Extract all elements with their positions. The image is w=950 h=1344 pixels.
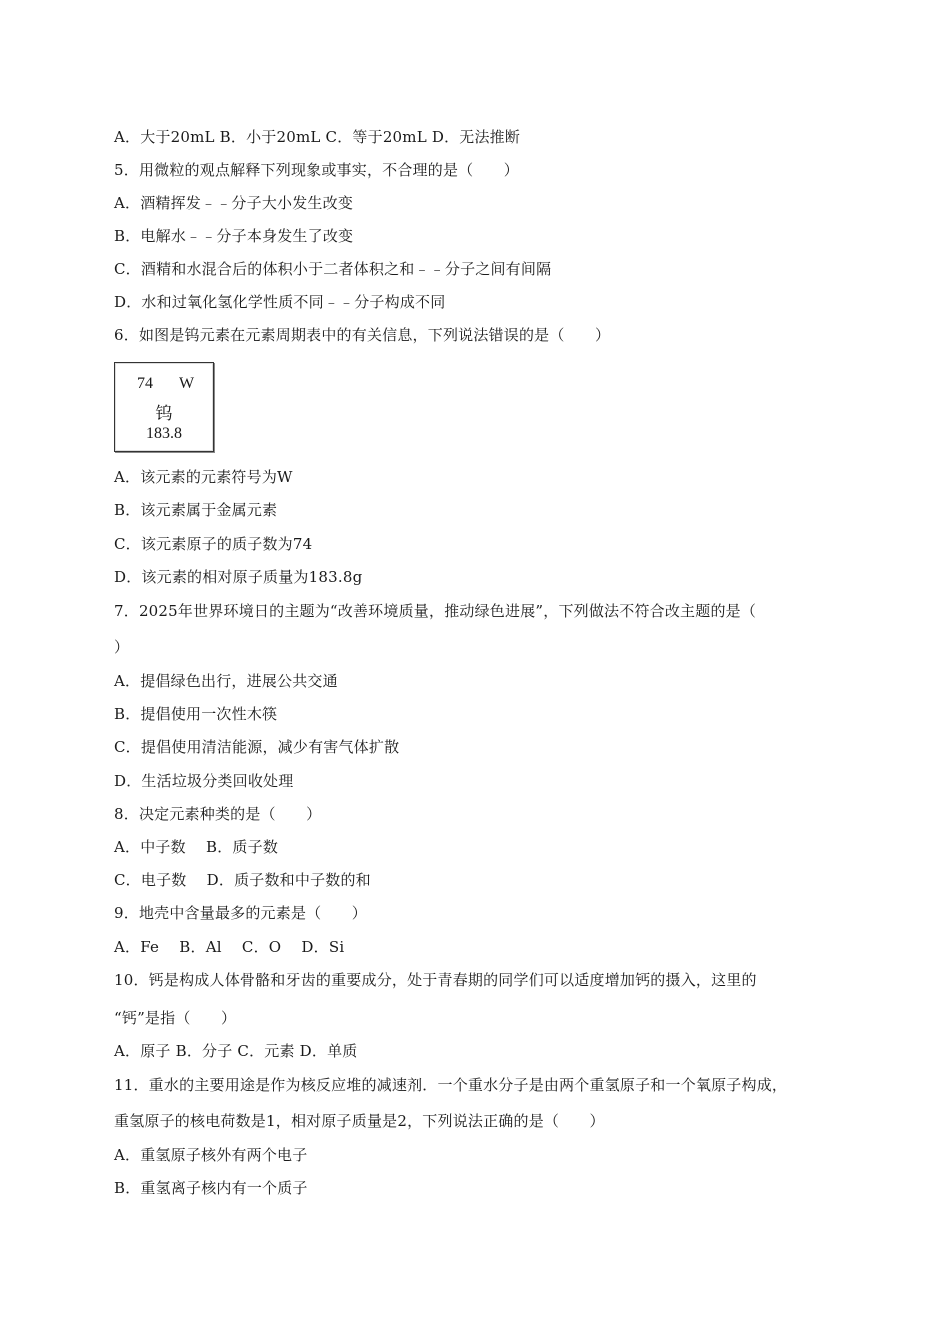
atomic-mass: 183.8 xyxy=(146,425,182,442)
q7-option-a: A．提倡绿色出行，进展公共交通 xyxy=(114,672,338,690)
element-name: 钨 xyxy=(155,404,173,424)
question-7-line-1: 7．2025年世界环境日的主题为“改善环境质量，推动绿色进展”，下列做法不符合改主题的是（ xyxy=(114,602,757,620)
q7-option-d: D．生活垃圾分类回收处理 xyxy=(114,772,294,790)
element-symbol: W xyxy=(179,375,195,392)
q6-option-a: A．该元素的元素符号为W xyxy=(114,468,293,486)
question-8: 8．决定元素种类的是（ ） xyxy=(114,805,322,823)
question-10-line-1: 10．钙是构成人体骨骼和牙齿的重要成分，处于青春期的同学们可以适度增加钙的摄入，这里的 xyxy=(114,971,757,989)
q5-option-d: D．水和过氧化氢化学性质不同﹣﹣分子构成不同 xyxy=(114,293,446,311)
tungsten-element-card xyxy=(114,362,214,452)
question-11-line-2: 重氢原子的核电荷数是1，相对原子质量是2，下列说法正确的是（ ） xyxy=(114,1112,605,1130)
question-11-line-1: 11．重水的主要用途是作为核反应堆的减速剂．一个重水分子是由两个重氢原子和一个氧原子构成， xyxy=(114,1076,788,1094)
q9-options: A．Fe B．Al C．O D．Si xyxy=(114,938,345,956)
question-9: 9．地壳中含量最多的元素是（ ） xyxy=(114,904,367,922)
q11-option-a: A．重氢原子核外有两个电子 xyxy=(114,1146,308,1164)
q5-option-c: C．酒精和水混合后的体积小于二者体积之和﹣﹣分子之间有间隔 xyxy=(114,260,552,278)
q11-option-b: B．重氢离子核内有一个质子 xyxy=(114,1179,308,1197)
q6-option-b: B．该元素属于金属元素 xyxy=(114,501,278,519)
question-10-line-2: “钙”是指（ ） xyxy=(114,1009,237,1027)
atomic-number: 74 xyxy=(137,375,153,392)
q10-options: A．原子 B．分子 C．元素 D．单质 xyxy=(114,1042,358,1060)
q5-option-b: B．电解水﹣﹣分子本身发生了改变 xyxy=(114,227,354,245)
q6-option-c: C．该元素原子的质子数为74 xyxy=(114,535,313,553)
q8-options-cd: C．电子数 D．质子数和中子数的和 xyxy=(114,871,371,889)
q7-option-c: C．提倡使用清洁能源，减少有害气体扩散 xyxy=(114,738,400,756)
q4-options: A．大于20mL B．小于20mL C．等于20mL D．无法推断 xyxy=(114,128,521,146)
question-7-line-2: ） xyxy=(114,638,130,656)
q7-option-b: B．提倡使用一次性木筷 xyxy=(114,705,278,723)
q6-option-d: D．该元素的相对原子质量为183.8g xyxy=(114,568,363,586)
q8-options-ab: A．中子数 B．质子数 xyxy=(114,838,279,856)
question-5: 5．用微粒的观点解释下列现象或事实，不合理的是（ ） xyxy=(114,161,519,179)
question-6: 6．如图是钨元素在元素周期表中的有关信息，下列说法错误的是（ ） xyxy=(114,326,611,344)
q5-option-a: A．酒精挥发﹣﹣分子大小发生改变 xyxy=(114,194,354,212)
